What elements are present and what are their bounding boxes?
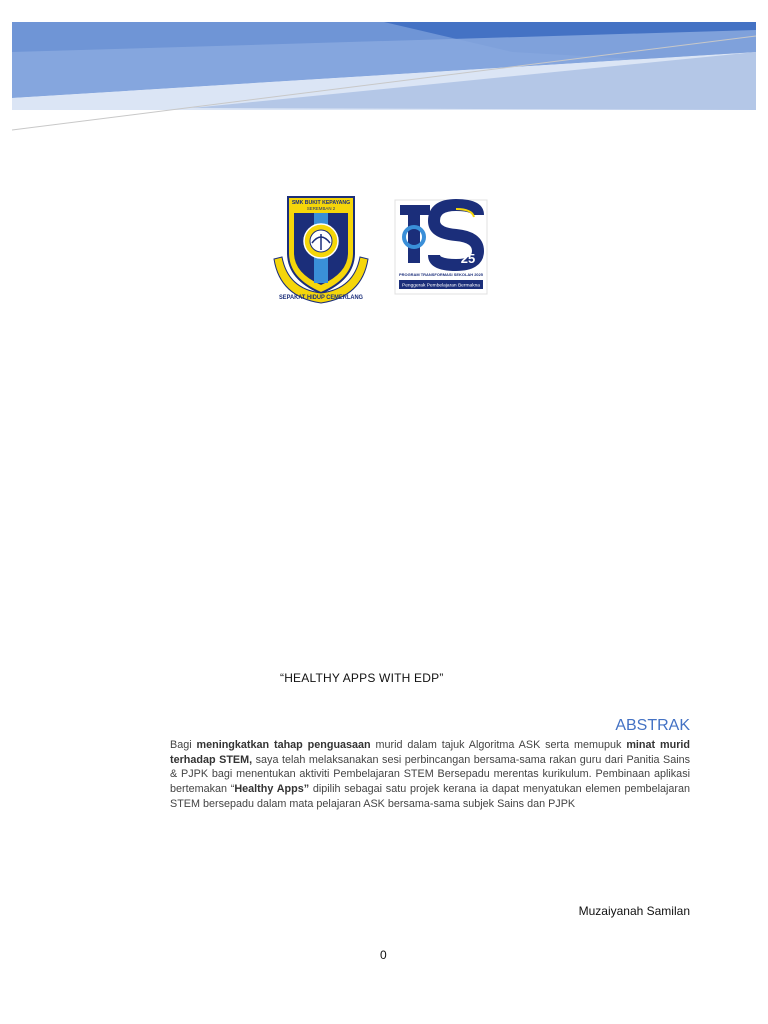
school-crest-logo [270,193,374,305]
abstract-heading: ABSTRAK [615,717,690,734]
ts25-program-line: PROGRAM TRANSFORMASI SEKOLAH 2025 [399,273,483,277]
abstract-paragraph [170,738,690,812]
abstract-text: saya telah melaksanakan sesi perbincangan bersama-sama rakan guru dari Panitia Sains & PJPK bagi menentukan aktiviti Pembelajaran STEM Bersepadu merentas kurikulum. Pembinaan aplikasi bertemakan “ [170,753,691,796]
ts25-tagline: Penggerak Pembelajaran Bermakna [402,282,481,288]
ts25-program-logo [394,199,488,295]
page-number: 0 [380,948,387,962]
author-name: Muzaiyanah Samilan [578,904,690,918]
abstract-text: Bagi [170,739,197,751]
crest-school-name: SMK BUKIT KEPAYANG [291,200,351,206]
crest-school-location: SEREMBAN 2 [306,206,336,211]
crest-motto: SEPAKAT HIDUP CEMERLANG [279,294,364,301]
logo-group [270,193,500,305]
ts25-number: 25 [460,251,476,266]
project-title: “HEALTHY APPS WITH EDP” [280,671,444,685]
abstract-emphasis: meningkatkan tahap penguasaan [196,739,371,751]
header-banner [12,22,756,132]
abstract-emphasis: minat murid terhadap STEM, [170,739,690,766]
abstract-text: murid dalam tajuk Algoritma ASK serta memupuk [370,739,627,751]
abstract-text: dipilih sebagai satu projek kerana ia dapat menyatukan elemen pembelajaran STEM bersepadu dalam mata pelajaran ASK bersama-sama subjek Sains dan PJPK [170,783,690,810]
abstract-emphasis: Healthy Apps” [234,783,310,796]
